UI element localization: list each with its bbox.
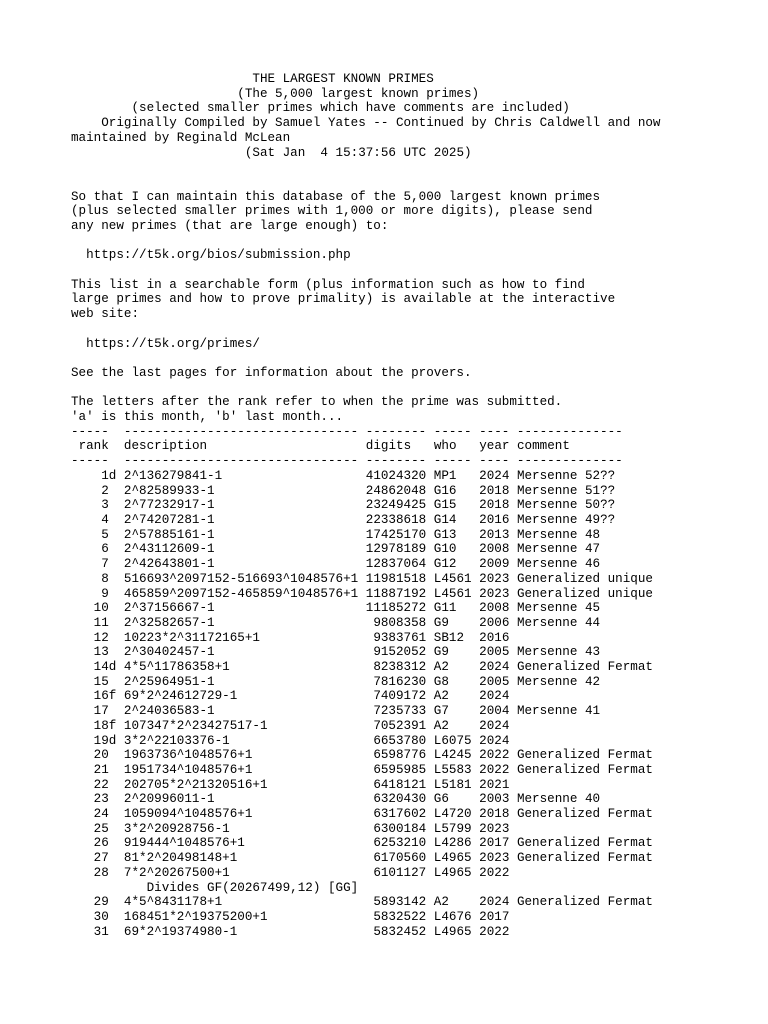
who-cell: A2 [433,895,480,910]
intro-para2-line: web site: [71,307,140,322]
description-cell: 2^25964951-1 [123,674,359,689]
comment-cell: Generalized Fermat [516,762,653,777]
description-cell: 2^42643801-1 [123,557,359,572]
year-cell: 2013 [479,527,517,542]
rank-cell: 19d [71,733,124,748]
comment-cell: Generalized Fermat [516,836,653,851]
digits-cell: 17425170 [358,527,434,542]
digits-cell: 6653780 [358,733,434,748]
description-cell: 107347*2^23427517-1 [123,718,359,733]
who-cell: L4720 [433,807,480,822]
year-cell: 2022 [479,924,510,939]
year-cell: 2016 [479,630,510,645]
year-cell: 2022 [479,762,517,777]
digits-cell: 9152052 [358,645,434,660]
blank-line [71,322,661,337]
description-cell: 4*5^11786358+1 [123,660,359,675]
table-row [71,763,661,778]
table-rule-bottom: ----- ------------------------------- -------- ----- ---- -------------- [71,454,623,469]
who-cell: A2 [433,689,480,704]
rank-cell: 21 [71,762,124,777]
digits-cell: 6101127 [358,865,434,880]
comment-cell: Generalized unique [516,586,653,601]
rank-cell: 24 [71,807,124,822]
year-cell: 2017 [479,836,517,851]
table-row [71,719,661,734]
digits-cell: 5893142 [358,895,434,910]
doc-credit-line-2: maintained by Reginald McLean [71,130,291,145]
table-row [71,528,661,543]
table-body [71,469,661,940]
rank-cell: 31 [71,924,124,939]
comment-cell: Generalized Fermat [516,748,653,763]
table-row [71,895,661,910]
who-cell: G9 [433,615,480,630]
table-row [71,631,661,646]
table-row [71,645,661,660]
who-cell: G6 [433,792,480,807]
table-row [71,616,661,631]
rank-cell: 6 [71,542,124,557]
digits-cell: 7816230 [358,674,434,689]
site-url-line [71,337,661,352]
who-cell: L4561 [433,586,480,601]
table-row-note: Divides GF(20267499,12) [GG] [71,880,359,895]
site-url[interactable]: https://t5k.org/primes/ [86,336,260,351]
digits-cell: 12837064 [358,557,434,572]
year-cell: 2005 [479,645,517,660]
description-cell: 2^57885161-1 [123,527,359,542]
digits-cell: 7235733 [358,704,434,719]
intro-para1-line: any new primes (that are large enough) to: [71,219,389,233]
digits-cell: 11887192 [358,586,434,601]
blank-line [71,160,661,175]
digits-cell: 7409172 [358,689,434,704]
table-row [71,704,661,719]
col-comment-header: comment [517,439,570,454]
description-cell: 2^30402457-1 [123,645,359,660]
provers-note: See the last pages for information about the provers. [71,365,472,380]
description-cell: 2^74207281-1 [123,512,359,527]
description-cell: 2^82589933-1 [123,483,359,498]
comment-cell: Mersenne 51?? [516,483,616,498]
rank-cell: 5 [71,527,124,542]
digits-cell: 6320430 [358,792,434,807]
rank-cell: 7 [71,557,124,572]
year-cell: 2018 [479,498,517,513]
comment-cell: Mersenne 47 [516,542,601,557]
year-cell: 2023 [479,821,510,836]
year-cell: 2006 [479,615,517,630]
intro-para1-line: So that I can maintain this database of the 5,000 largest known primes [71,189,601,204]
who-cell: G11 [433,601,480,616]
rank-cell: 20 [71,748,124,763]
description-cell: 516693^2097152-516693^1048576+1 [123,571,359,586]
digits-cell: 22338618 [358,512,434,527]
table-row [71,484,661,499]
primes-document [71,72,661,939]
description-cell: 2^37156667-1 [123,601,359,616]
digits-cell: 5832452 [358,924,434,939]
year-cell: 2017 [479,909,510,924]
rank-cell: 18f [71,718,124,733]
who-cell: L4561 [433,571,480,586]
description-cell: 3*2^20928756-1 [123,821,359,836]
description-cell: 4*5^8431178+1 [123,895,359,910]
doc-credit-line-1: Originally Compiled by Samuel Yates -- Continued by Chris Caldwell and now [101,116,661,131]
description-cell: 202705*2^21320516+1 [123,777,359,792]
comment-cell: Generalized Fermat [516,895,653,910]
description-cell: 168451*2^19375200+1 [123,909,359,924]
submission-url-line [71,248,661,263]
rank-cell: 10 [71,601,124,616]
intro-para1-line: (plus selected smaller primes with 1,000 or more digits), please send [71,204,593,219]
who-cell: G10 [433,542,480,557]
rank-cell: 30 [71,909,124,924]
description-cell: 3*2^22103376-1 [123,733,359,748]
table-row [71,748,661,763]
year-cell: 2021 [479,777,510,792]
rank-letters-note: 'a' is this month, 'b' last month... [71,410,344,425]
table-row [71,601,661,616]
year-cell: 2024 [479,468,517,483]
rank-cell: 25 [71,821,124,836]
rank-cell: 23 [71,792,124,807]
digits-cell: 41024320 [358,468,434,483]
digits-cell: 6595985 [358,762,434,777]
blank-line [71,234,661,249]
year-cell: 2022 [479,748,517,763]
table-row [71,557,661,572]
table-row [71,851,661,866]
who-cell: L4286 [433,836,480,851]
digits-cell: 11185272 [358,601,434,616]
rank-cell: 15 [71,674,124,689]
digits-cell: 6300184 [358,821,434,836]
year-cell: 2024 [479,895,517,910]
rank-cell: 1d [71,468,124,483]
rank-cell: 3 [71,498,124,513]
table-rule-top: ----- ------------------------------- -------- ----- ---- -------------- [71,424,623,439]
table-row [71,542,661,557]
table-row [71,587,661,602]
year-cell: 2009 [479,557,517,572]
comment-cell: Mersenne 42 [516,674,601,689]
table-row [71,866,661,881]
digits-cell: 8238312 [358,660,434,675]
description-cell: 69*2^19374980-1 [123,924,359,939]
table-row [71,807,661,822]
rank-letters-note: The letters after the rank refer to when the prime was submitted. [71,395,563,410]
table-row [71,469,661,484]
description-cell: 1951734^1048576+1 [123,762,359,777]
who-cell: L6075 [433,733,480,748]
who-cell: G12 [433,557,480,572]
digits-cell: 5832522 [358,909,434,924]
doc-title: THE LARGEST KNOWN PRIMES [252,72,434,86]
table-header-row [71,439,661,454]
rank-cell: 9 [71,586,124,601]
who-cell: L5181 [433,777,480,792]
digits-cell: 6170560 [358,851,434,866]
col-year-header: year [479,439,510,454]
who-cell: G8 [433,674,480,689]
year-cell: 2004 [479,704,517,719]
description-cell: 1059094^1048576+1 [123,807,359,822]
description-cell: 2^77232917-1 [123,498,359,513]
comment-cell: Generalized unique [516,571,653,586]
table-row [71,572,661,587]
blank-line [71,381,661,396]
comment-cell: Mersenne 49?? [516,512,616,527]
description-cell: 465859^2097152-465859^1048576+1 [123,586,359,601]
comment-cell: Mersenne 45 [516,601,601,616]
description-cell: 69*2^24612729-1 [123,689,359,704]
description-cell: 7*2^20267500+1 [123,865,359,880]
year-cell: 2018 [479,483,517,498]
rank-cell: 14d [71,660,124,675]
comment-cell: Mersenne 46 [516,557,601,572]
rank-cell: 17 [71,704,124,719]
year-cell: 2022 [479,865,510,880]
year-cell: 2023 [479,586,517,601]
rank-cell: 28 [71,865,124,880]
doc-note: (selected smaller primes which have comments are included) [131,101,570,116]
who-cell: A2 [433,718,480,733]
year-cell: 2003 [479,792,517,807]
year-cell: 2008 [479,601,517,616]
year-cell: 2018 [479,807,517,822]
comment-cell: Generalized Fermat [516,660,653,675]
blank-line [71,175,661,190]
comment-cell: Mersenne 52?? [516,468,616,483]
digits-cell: 9383761 [358,630,434,645]
table-row [71,675,661,690]
description-cell: 10223*2^31172165+1 [123,630,359,645]
description-cell: 81*2^20498148+1 [123,851,359,866]
who-cell: MP1 [433,468,480,483]
who-cell: G9 [433,645,480,660]
digits-cell: 6253210 [358,836,434,851]
comment-cell: Generalized Fermat [516,807,653,822]
table-row [71,822,661,837]
table-row [71,734,661,749]
year-cell: 2023 [479,851,517,866]
who-cell: G16 [433,483,480,498]
submission-url[interactable]: https://t5k.org/bios/submission.php [86,248,351,263]
who-cell: L4965 [433,851,480,866]
year-cell: 2016 [479,512,517,527]
rank-cell: 13 [71,645,124,660]
table-row [71,910,661,925]
col-description-header: description [123,439,208,454]
rank-cell: 16f [71,689,124,704]
rank-cell: 22 [71,777,124,792]
rank-cell: 8 [71,571,124,586]
rank-cell: 29 [71,895,124,910]
comment-cell: Generalized Fermat [516,851,653,866]
description-cell: 919444^1048576+1 [123,836,359,851]
table-row [71,792,661,807]
col-digits-header: digits [365,439,412,454]
year-cell: 2024 [479,733,510,748]
description-cell: 2^43112609-1 [123,542,359,557]
intro-para2-line: This list in a searchable form (plus information such as how to find [71,277,585,292]
who-cell: L5799 [433,821,480,836]
blank-line [71,351,661,366]
digits-cell: 6317602 [358,807,434,822]
who-cell: SB12 [433,630,480,645]
rank-cell: 11 [71,615,124,630]
who-cell: L4676 [433,909,480,924]
who-cell: G13 [433,527,480,542]
comment-cell: Mersenne 50?? [516,498,616,513]
year-cell: 2008 [479,542,517,557]
who-cell: G7 [433,704,480,719]
col-who-header: who [433,439,457,454]
intro-para2-line: large primes and how to prove primality) is available at the interactive [71,292,616,307]
year-cell: 2005 [479,674,517,689]
digits-cell: 12978189 [358,542,434,557]
comment-cell: Mersenne 44 [516,615,601,630]
who-cell: A2 [433,660,480,675]
table-row [71,660,661,675]
rank-cell: 4 [71,512,124,527]
description-cell: 2^24036583-1 [123,704,359,719]
table-row [71,836,661,851]
doc-subtitle: (The 5,000 largest known primes) [237,86,480,101]
who-cell: L4965 [433,924,480,939]
digits-cell: 6598776 [358,748,434,763]
year-cell: 2024 [479,718,510,733]
table-row [71,689,661,704]
description-cell: 2^32582657-1 [123,615,359,630]
year-cell: 2023 [479,571,517,586]
who-cell: L5583 [433,762,480,777]
rank-cell: 12 [71,630,124,645]
who-cell: L4965 [433,865,480,880]
who-cell: G14 [433,512,480,527]
table-row [71,778,661,793]
digits-cell: 7052391 [358,718,434,733]
table-row [71,513,661,528]
who-cell: G15 [433,498,480,513]
rank-cell: 2 [71,483,124,498]
digits-cell: 9808358 [358,615,434,630]
blank-line [71,263,661,278]
digits-cell: 23249425 [358,498,434,513]
rank-cell: 26 [71,836,124,851]
description-cell: 2^136279841-1 [123,468,359,483]
year-cell: 2024 [479,689,510,704]
digits-cell: 6418121 [358,777,434,792]
comment-cell: Mersenne 43 [516,645,601,660]
doc-date: (Sat Jan 4 15:37:56 UTC 2025) [244,145,472,160]
col-rank-header: rank [78,439,109,454]
comment-cell: Mersenne 48 [516,527,601,542]
description-cell: 2^20996011-1 [123,792,359,807]
description-cell: 1963736^1048576+1 [123,748,359,763]
who-cell: L4245 [433,748,480,763]
comment-cell: Mersenne 41 [516,704,601,719]
rank-cell: 27 [71,851,124,866]
digits-cell: 24862048 [358,483,434,498]
table-row [71,925,661,940]
comment-cell: Mersenne 40 [516,792,601,807]
table-row [71,498,661,513]
year-cell: 2024 [479,660,517,675]
digits-cell: 11981518 [358,571,434,586]
